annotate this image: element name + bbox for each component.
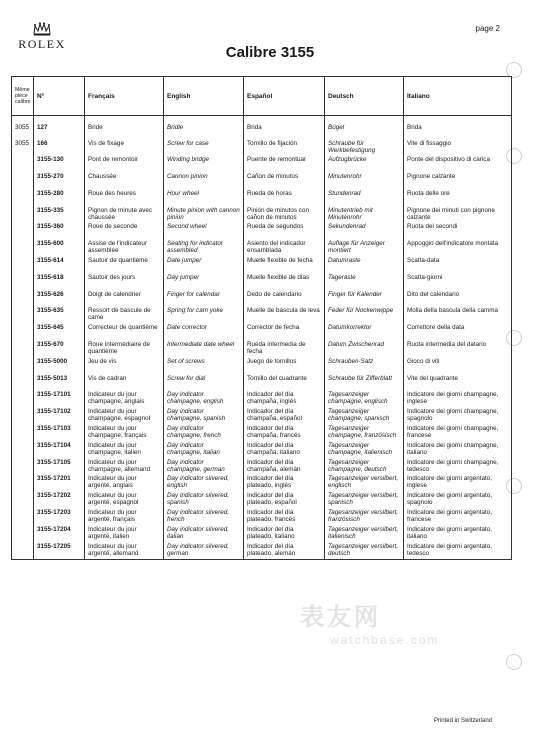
cell-french: Correcteur de quantième: [85, 324, 164, 341]
cell-piece: [12, 190, 34, 207]
col-header-no: N°: [34, 77, 85, 116]
cell-german: Stundenrad: [325, 190, 404, 207]
table-row: [12, 307, 512, 324]
cell-part-number: 3155-130: [34, 156, 85, 173]
cell-piece: [12, 543, 34, 560]
cell-italian: Indicatore dei giorni champagne, francese: [404, 425, 512, 442]
col-header-piece: Même pièce calibre: [12, 77, 34, 116]
cell-french: Indicateur du jour argenté, allemand: [85, 543, 164, 560]
cell-part-number: 3155-17201: [34, 475, 85, 492]
table-row: [12, 341, 512, 358]
cell-english: Day indicator silvered, german: [164, 543, 244, 560]
cell-part-number: 3155-270: [34, 173, 85, 190]
cell-piece: [12, 459, 34, 476]
table-row: [12, 223, 512, 240]
cell-italian: Indicatore dei giorni argentato, francese: [404, 509, 512, 526]
table-row: [12, 375, 512, 392]
cell-english: Date jumper: [164, 257, 244, 274]
cell-piece: [12, 509, 34, 526]
cell-italian: Indicatore dei giorni champagne, tedesco: [404, 459, 512, 476]
cell-italian: Indicatore dei giorni champagne, spagnolo: [404, 408, 512, 425]
table-row: [12, 274, 512, 291]
cell-german: Tageraste: [325, 274, 404, 291]
cell-spanish: Cañon de minutos: [244, 173, 325, 190]
cell-english: Finger for calendar: [164, 291, 244, 308]
cell-english: Winding bridge: [164, 156, 244, 173]
cell-part-number: 3155-17202: [34, 492, 85, 509]
cell-french: Roue de seconde: [85, 223, 164, 240]
cell-spanish: Asiento del indicador ensamblada: [244, 240, 325, 257]
cell-french: Indicateur du jour champagne, français: [85, 425, 164, 442]
cell-german: Bügel: [325, 116, 404, 140]
cell-spanish: Indicador del día champaña, italiano: [244, 442, 325, 459]
cell-italian: Vite del quadrante: [404, 375, 512, 392]
cell-italian: Vite di fissaggio: [404, 140, 512, 157]
cell-italian: Appoggio dell'indicatore montata: [404, 240, 512, 257]
cell-part-number: 3155-5000: [34, 358, 85, 375]
cell-italian: Ruota delle ore: [404, 190, 512, 207]
table-row: [12, 358, 512, 375]
cell-english: Minute pinion with cannon pinion: [164, 207, 244, 224]
cell-piece: [12, 223, 34, 240]
watermark-url: watchbase.com: [330, 633, 440, 647]
cell-part-number: 3155-600: [34, 240, 85, 257]
cell-english: Day indicator champagne, italian: [164, 442, 244, 459]
table-row: [12, 391, 512, 408]
cell-italian: Molla della bascula della camma: [404, 307, 512, 324]
cell-italian: Brida: [404, 116, 512, 140]
cell-piece: [12, 291, 34, 308]
parts-table: [11, 76, 512, 560]
watermark: 表友网: [300, 604, 381, 631]
cell-piece: [12, 492, 34, 509]
cell-italian: Dito del calendario: [404, 291, 512, 308]
cell-part-number: 3155-17105: [34, 459, 85, 476]
cell-spanish: Juego de tornillos: [244, 358, 325, 375]
cell-part-number: 3155-670: [34, 341, 85, 358]
table-row: [12, 173, 512, 190]
cell-english: Day indicator champagne, english: [164, 391, 244, 408]
cell-german: Tagesanzeiger champagne, deutsch: [325, 459, 404, 476]
cell-part-number: 3155-17203: [34, 509, 85, 526]
cell-spanish: Brida: [244, 116, 325, 140]
cell-spanish: Tornillo del cuadrante: [244, 375, 325, 392]
cell-part-number: 3155-614: [34, 257, 85, 274]
cell-german: Tagesanzeiger versilbert, deutsch: [325, 543, 404, 560]
cell-piece: [12, 324, 34, 341]
cell-english: Screw for case: [164, 140, 244, 157]
cell-italian: Indicatore dei giorni champagne, inglese: [404, 391, 512, 408]
cell-german: Tagesanzeiger versilbert, italienisch: [325, 526, 404, 543]
col-header-es: Español: [244, 77, 325, 116]
cell-french: Indicateur du jour champagne, anglais: [85, 391, 164, 408]
cell-piece: [12, 526, 34, 543]
cell-part-number: 3155-645: [34, 324, 85, 341]
cell-italian: Indicatore dei giorni argentato, tedesco: [404, 543, 512, 560]
cell-french: Roue intermédiaire de quantième: [85, 341, 164, 358]
cell-french: Indicateur du jour champagne, italien: [85, 442, 164, 459]
table-row: [12, 459, 512, 476]
cell-italian: Indicatore dei giorni champagne, italiano: [404, 442, 512, 459]
cell-french: Vis de fixage: [85, 140, 164, 157]
cell-piece: [12, 408, 34, 425]
cell-italian: Gioco di viti: [404, 358, 512, 375]
cell-german: Minutentrieb mit Minutenrohr: [325, 207, 404, 224]
cell-spanish: Indicador del día plateado, español: [244, 492, 325, 509]
cell-italian: Scatta-data: [404, 257, 512, 274]
cell-german: Aufzugbrücke: [325, 156, 404, 173]
cell-piece: [12, 442, 34, 459]
cell-part-number: 127: [34, 116, 85, 140]
cell-italian: Scatta-giorni: [404, 274, 512, 291]
cell-english: Cannon pinion: [164, 173, 244, 190]
cell-spanish: Indicador del día plateado, inglés: [244, 475, 325, 492]
cell-french: Indicateur du jour argenté, anglais: [85, 475, 164, 492]
cell-spanish: Indicador del día plateado, alemán: [244, 543, 325, 560]
cell-spanish: Indicador del día champaña, inglés: [244, 391, 325, 408]
table-row: [12, 140, 512, 157]
cell-part-number: 3155-17103: [34, 425, 85, 442]
cell-english: Day jumper: [164, 274, 244, 291]
cell-german: Tagesanzeiger champagne, französisch: [325, 425, 404, 442]
cell-german: Tagesanzeiger champagne, spanisch: [325, 408, 404, 425]
cell-german: Auflage für Anzeiger montiert: [325, 240, 404, 257]
cell-french: Doigt de calendrier: [85, 291, 164, 308]
cell-french: Bride: [85, 116, 164, 140]
cell-piece: [12, 391, 34, 408]
cell-german: Tagesanzeiger versilbert, englisch: [325, 475, 404, 492]
col-header-it: Italiano: [404, 77, 512, 116]
cell-spanish: Indicador del día plateado, italiano: [244, 526, 325, 543]
cell-part-number: 3155-5013: [34, 375, 85, 392]
cell-piece: 3055: [15, 124, 30, 131]
table-row: [12, 240, 512, 257]
cell-english: Day indicator champagne, french: [164, 425, 244, 442]
cell-part-number: 3155-626: [34, 291, 85, 308]
cell-german: Datum Zwischenrad: [325, 341, 404, 358]
cell-piece: [12, 341, 34, 358]
cell-piece: [12, 257, 34, 274]
cell-german: Tagesanzeiger versilbert, französisch: [325, 509, 404, 526]
cell-part-number: 3155-635: [34, 307, 85, 324]
cell-spanish: Tornillo de fijación: [244, 140, 325, 157]
cell-french: Roue des heures: [85, 190, 164, 207]
table-row: [12, 324, 512, 341]
table-row: [12, 475, 512, 492]
cell-piece: [12, 425, 34, 442]
cell-spanish: Corrector de fecha: [244, 324, 325, 341]
cell-spanish: Muelle de báscula de leva: [244, 307, 325, 324]
cell-spanish: Dedo de calendario: [244, 291, 325, 308]
cell-part-number: 3155-335: [34, 207, 85, 224]
col-header-de: Deutsch: [325, 77, 404, 116]
cell-spanish: Rueda de horas: [244, 190, 325, 207]
cell-french: Indicateur du jour argenté, français: [85, 509, 164, 526]
cell-piece: [12, 475, 34, 492]
cell-german: Feder für Nockenwippe: [325, 307, 404, 324]
cell-german: Schraube für Zifferblatt: [325, 375, 404, 392]
cell-spanish: Indicador del día champaña, español: [244, 408, 325, 425]
table-row: [12, 509, 512, 526]
cell-spanish: Pinión de minutos con cañon de minutos: [244, 207, 325, 224]
cell-spanish: Muelle flexible de fecha: [244, 257, 325, 274]
cell-spanish: Rueda de segundos: [244, 223, 325, 240]
cell-english: Set of screws: [164, 358, 244, 375]
table-row: [12, 425, 512, 442]
cell-english: Hour wheel: [164, 190, 244, 207]
cell-english: Bridle: [164, 116, 244, 140]
cell-german: Schrauben-Satz: [325, 358, 404, 375]
cell-french: Vis de cadran: [85, 375, 164, 392]
cell-english: Date corrector: [164, 324, 244, 341]
table-header-row: [12, 77, 512, 116]
table-row: [12, 190, 512, 207]
cell-english: Spring for cam yoke: [164, 307, 244, 324]
cell-english: Day indicator silvered, spanish: [164, 492, 244, 509]
cell-italian: Indicatore dei giorni argentato, spagnolo: [404, 492, 512, 509]
table-row: [12, 291, 512, 308]
cell-english: Day indicator silvered, english: [164, 475, 244, 492]
cell-part-number: 3155-618: [34, 274, 85, 291]
table-row: [12, 442, 512, 459]
cell-piece: [12, 207, 34, 224]
cell-german: Sekundenrad: [325, 223, 404, 240]
cell-italian: Correttore della data: [404, 324, 512, 341]
cell-part-number: 3155-17204: [34, 526, 85, 543]
cell-english: Day indicator silvered, french: [164, 509, 244, 526]
page-title: Calibre 3155: [225, 44, 315, 61]
cell-italian: Ponte del dispositivo di carica: [404, 156, 512, 173]
cell-french: Sautoir des jours: [85, 274, 164, 291]
cell-part-number: 3155-17104: [34, 442, 85, 459]
table-row: [12, 156, 512, 173]
cell-german: Schraube für Werkbefestigung: [325, 140, 404, 157]
cell-italian: Indicatore dei giorni argentato, inglese: [404, 475, 512, 492]
cell-english: Day indicator champagne, german: [164, 459, 244, 476]
cell-french: Indicateur du jour champagne, espagnol: [85, 408, 164, 425]
cell-part-number: 3155-17205: [34, 543, 85, 560]
cell-piece: [12, 274, 34, 291]
cell-spanish: Rueda intermedia de fecha: [244, 341, 325, 358]
col-header-en: English: [164, 77, 244, 116]
cell-piece: 3055: [15, 139, 30, 147]
cell-german: Finger für Kalender: [325, 291, 404, 308]
page-number: page 2: [475, 24, 500, 33]
cell-english: Second wheel: [164, 223, 244, 240]
cell-piece: [12, 173, 34, 190]
cell-german: Minutenrohr: [325, 173, 404, 190]
brand-name: ROLEX: [18, 37, 66, 51]
cell-piece: [12, 156, 34, 173]
cell-italian: Indicatore dei giorni argentato, italiano: [404, 526, 512, 543]
cell-italian: Ruota dei secondi: [404, 223, 512, 240]
cell-german: Tagesanzeiger champagne, italienisch: [325, 442, 404, 459]
cell-italian: Ruota intermedia del datario: [404, 341, 512, 358]
cell-part-number: 3155-360: [34, 223, 85, 240]
cell-spanish: Indicador del día plateado, francés: [244, 509, 325, 526]
cell-french: Sautoir de quantième: [85, 257, 164, 274]
col-header-fr: Français: [85, 77, 164, 116]
cell-english: Intermediate date wheel: [164, 341, 244, 358]
cell-english: Screw for dial: [164, 375, 244, 392]
cell-german: Datumraste: [325, 257, 404, 274]
cell-french: Pignon de minute avec chaussée: [85, 207, 164, 224]
cell-french: Jeu de vis: [85, 358, 164, 375]
cell-piece: [12, 358, 34, 375]
cell-english: Day indicator champagne, spanish: [164, 408, 244, 425]
cell-italian: Pignone calzante: [404, 173, 512, 190]
cell-part-number: 166: [34, 140, 85, 157]
cell-german: Tagesanzeiger champagne, englisch: [325, 391, 404, 408]
table-row: [12, 526, 512, 543]
crown-icon: [32, 22, 52, 36]
cell-part-number: 3155-17102: [34, 408, 85, 425]
table-row: [12, 257, 512, 274]
cell-spanish: Puente de remontuar: [244, 156, 325, 173]
cell-english: Seating for indicator assembled: [164, 240, 244, 257]
cell-piece: [12, 375, 34, 392]
table-row: [12, 207, 512, 224]
cell-italian: Pignone dei minuti con pignone calzante: [404, 207, 512, 224]
cell-piece: [12, 307, 34, 324]
cell-french: Indicateur du jour champagne, allemand: [85, 459, 164, 476]
table-row: [12, 116, 512, 140]
table-row: [12, 543, 512, 560]
cell-spanish: Indicador del día champaña, francés: [244, 425, 325, 442]
cell-piece: [12, 240, 34, 257]
cell-part-number: 3155-280: [34, 190, 85, 207]
cell-german: Tagesanzeiger versilbert, spanisch: [325, 492, 404, 509]
cell-french: Pont de remontoir: [85, 156, 164, 173]
cell-french: Ressort de bascule de came: [85, 307, 164, 324]
cell-english: Day indicator silvered, italian: [164, 526, 244, 543]
cell-spanish: Indicador del día champaña, alemán: [244, 459, 325, 476]
cell-french: Indicateur du jour argenté, espagnol: [85, 492, 164, 509]
cell-german: Datumkorrektor: [325, 324, 404, 341]
table-row: [12, 492, 512, 509]
cell-french: Chaussée: [85, 173, 164, 190]
cell-part-number: 3155-17101: [34, 391, 85, 408]
cell-french: Indicateur du jour argenté, italien: [85, 526, 164, 543]
binder-hole: [506, 654, 522, 670]
table-row: [12, 408, 512, 425]
cell-french: Assise de l'indicateur assemblée: [85, 240, 164, 257]
footer-printed: Printed in Switzerland: [433, 718, 492, 724]
cell-spanish: Muelle flexible de días: [244, 274, 325, 291]
